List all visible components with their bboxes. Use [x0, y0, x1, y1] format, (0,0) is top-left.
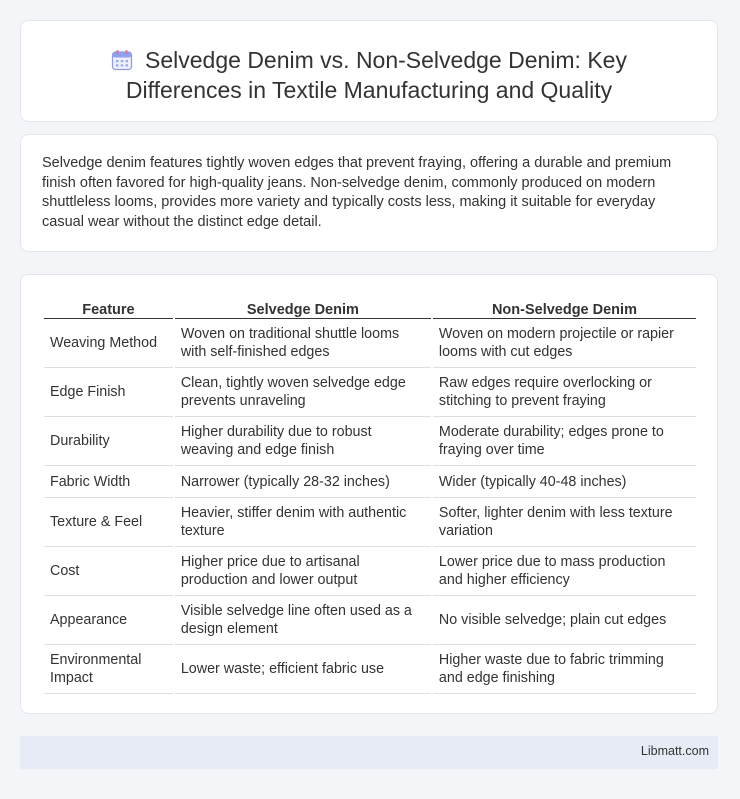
- page-title: [21, 21, 717, 105]
- feature-cell: Cost: [44, 547, 173, 596]
- table-row: [44, 645, 696, 694]
- non-selvedge-cell: Raw edges require overlocking or stitching to prevent fraying: [433, 368, 696, 417]
- table-row: [44, 417, 696, 466]
- feature-cell: Environmental Impact: [44, 645, 173, 694]
- selvedge-cell: Higher durability due to robust weaving and edge finish: [175, 417, 431, 466]
- calendar-icon: [111, 49, 133, 71]
- summary-card: [20, 134, 718, 252]
- table-row: [44, 319, 696, 368]
- table-row: [44, 498, 696, 547]
- header-non-selvedge: Non-Selvedge Denim: [433, 295, 696, 319]
- feature-cell: Texture & Feel: [44, 498, 173, 547]
- non-selvedge-cell: Wider (typically 40-48 inches): [433, 466, 696, 498]
- non-selvedge-cell: Higher waste due to fabric trimming and edge finishing: [433, 645, 696, 694]
- selvedge-cell: Lower waste; efficient fabric use: [175, 645, 431, 694]
- selvedge-cell: Clean, tightly woven selvedge edge prevents unraveling: [175, 368, 431, 417]
- table-row: [44, 368, 696, 417]
- header-feature: Feature: [44, 295, 173, 319]
- feature-cell: Appearance: [44, 596, 173, 645]
- table-row: [44, 466, 696, 498]
- non-selvedge-cell: Softer, lighter denim with less texture variation: [433, 498, 696, 547]
- title-card: [20, 20, 718, 122]
- footer-bar: [20, 736, 718, 769]
- page-title-text: Selvedge Denim vs. Non-Selvedge Denim: Key Differences in Textile Manufacturing and Quality: [125, 47, 627, 103]
- non-selvedge-cell: Moderate durability; edges prone to fraying over time: [433, 417, 696, 466]
- header-selvedge: Selvedge Denim: [175, 295, 431, 319]
- non-selvedge-cell: No visible selvedge; plain cut edges: [433, 596, 696, 645]
- selvedge-cell: Visible selvedge line often used as a design element: [175, 596, 431, 645]
- footer-site-link[interactable]: Libmatt.com: [640, 744, 709, 758]
- table-header-row: [44, 295, 696, 319]
- selvedge-cell: Higher price due to artisanal production and lower output: [175, 547, 431, 596]
- feature-cell: Weaving Method: [44, 319, 173, 368]
- selvedge-cell: Woven on traditional shuttle looms with self-finished edges: [175, 319, 431, 368]
- table-row: [44, 596, 696, 645]
- feature-cell: Edge Finish: [44, 368, 173, 417]
- non-selvedge-cell: Woven on modern projectile or rapier looms with cut edges: [433, 319, 696, 368]
- table-row: [44, 547, 696, 596]
- feature-cell: Durability: [44, 417, 173, 466]
- selvedge-cell: Narrower (typically 28-32 inches): [175, 466, 431, 498]
- summary-text: Selvedge denim features tightly woven edges that prevent fraying, offering a durable and premium finish often favored for high-quality jeans. Non-selvedge denim, commonly produced on modern shuttleless looms, provides more variety and typically costs less, making it suitable for everyday casual wear without the distinct edge detail.: [42, 155, 672, 230]
- feature-cell: Fabric Width: [44, 466, 173, 498]
- non-selvedge-cell: Lower price due to mass production and higher efficiency: [433, 547, 696, 596]
- comparison-table-card: [20, 274, 718, 714]
- selvedge-cell: Heavier, stiffer denim with authentic texture: [175, 498, 431, 547]
- comparison-table: [42, 295, 698, 694]
